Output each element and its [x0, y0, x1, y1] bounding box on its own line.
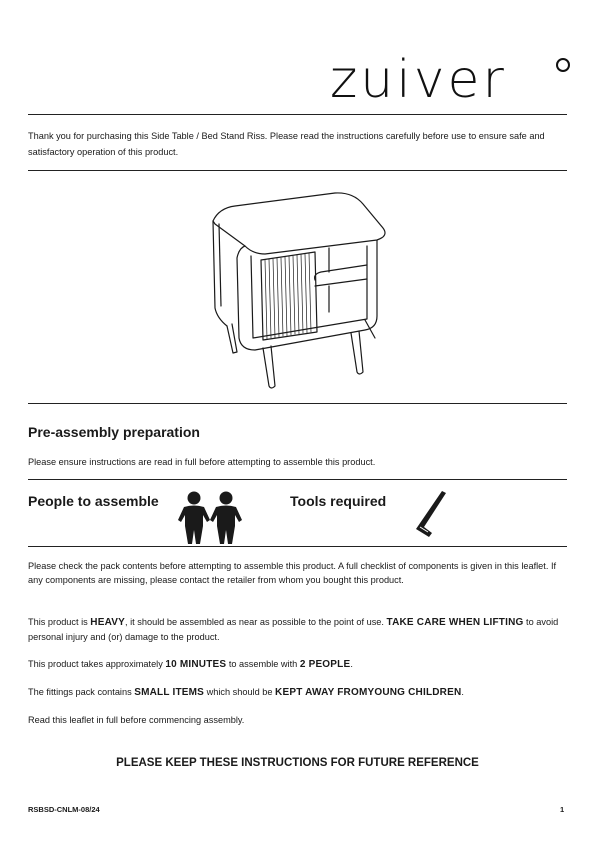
paragraph-read-leaflet: Read this leaflet in full before commencing assembly. — [28, 715, 245, 725]
two-people-icon — [176, 490, 244, 546]
document-code: RSBSD-CNLM-08/24 — [28, 805, 100, 814]
page-number: 1 — [560, 805, 565, 814]
preassembly-heading: Pre-assembly preparation — [28, 424, 200, 440]
section-divider-people — [28, 479, 567, 480]
logo-text: zuiver — [330, 50, 507, 110]
intro-divider — [28, 170, 567, 171]
side-table-illustration — [205, 188, 395, 393]
paragraph-check-contents: Please check the pack contents before attempting to assemble this product. A full checklist of components is given in this leaflet. If any components are missing, please contact the retailer from whom you bought this product. — [28, 561, 557, 585]
paragraph-small-items — [28, 685, 563, 700]
p4-text-e: . — [461, 687, 464, 697]
p3-minutes: 10 MINUTES — [165, 659, 227, 670]
people-heading: People to assemble — [28, 493, 159, 509]
tools-heading: Tools required — [290, 493, 387, 509]
section-divider-preassembly — [28, 403, 567, 404]
p4-small-items: SMALL ITEMS — [134, 687, 205, 698]
preassembly-text: Please ensure instructions are read in full before attempting to assemble this product. — [28, 457, 376, 467]
paragraph-heavy — [28, 615, 563, 644]
p3-people: 2 PEOPLE — [299, 659, 351, 670]
p3-text-e: . — [350, 659, 353, 669]
p2-text-c: , it should be assembled as near as possible to the point of use. — [125, 617, 387, 627]
section-divider-body — [28, 546, 567, 547]
header-divider — [28, 114, 567, 115]
logo-ring-icon — [556, 58, 570, 72]
paragraph-time — [28, 657, 563, 672]
p2-heavy: HEAVY — [90, 617, 126, 628]
p3-text-a: This product takes approximately — [28, 659, 166, 669]
intro-text: Thank you for purchasing this Side Table / Bed Stand Riss. Please read the instructions carefully before use to ensure safe and satisfactory operation of this product. — [28, 131, 545, 157]
p3-text-c: to assemble with — [226, 659, 300, 669]
allen-key-icon — [404, 487, 454, 537]
brand-logo — [330, 50, 570, 110]
p2-take-care: TAKE CARE WHEN LIFTING — [386, 617, 524, 628]
p2-text-e: to avoid personal injury and (or) damage to the product. — [28, 617, 559, 642]
p4-keep-away: KEPT AWAY FROMYOUNG CHILDREN — [275, 687, 462, 698]
p4-text-c: which should be — [204, 687, 276, 697]
p2-text-a: This product is — [28, 617, 91, 627]
p4-text-a: The fittings pack contains — [28, 687, 135, 697]
keep-instructions-note: PLEASE KEEP THESE INSTRUCTIONS FOR FUTURE REFERENCE — [116, 757, 479, 769]
